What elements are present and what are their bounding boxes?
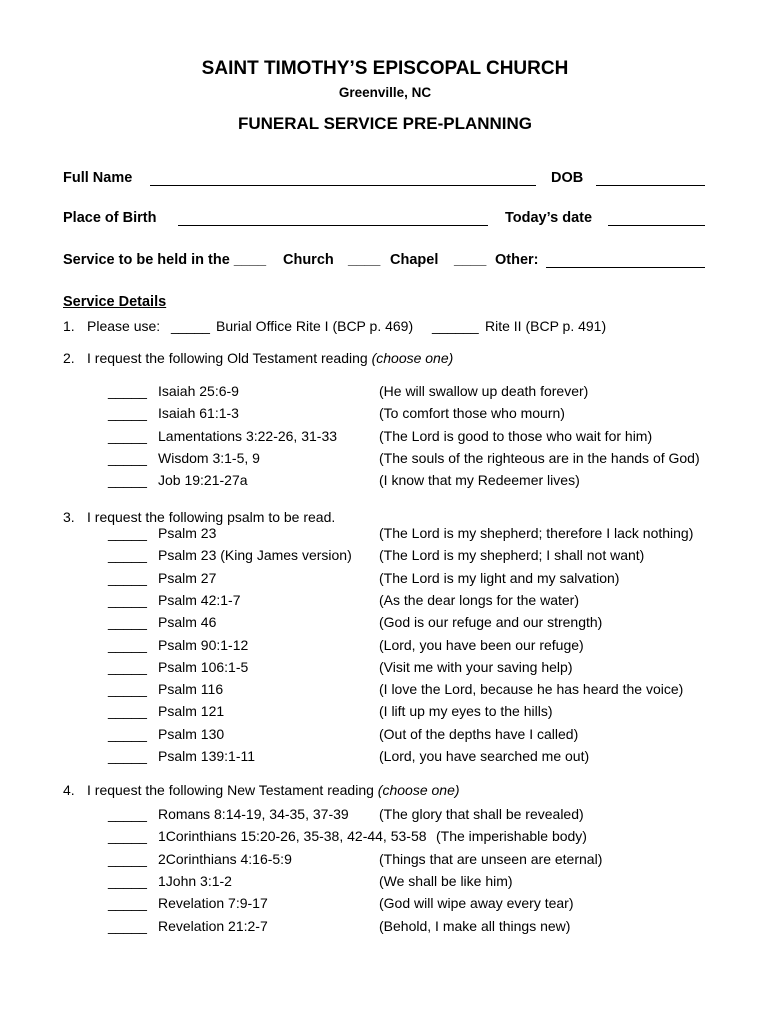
new-testament-reading-blank[interactable]: _____ <box>108 872 147 889</box>
new-testament-reading-reference: 1Corinthians 15:20-26, 35-38, 42-44, 53-58 <box>158 828 427 845</box>
psalm-reading-blank[interactable]: _____ <box>108 681 147 698</box>
old-testament-reading-blank[interactable]: _____ <box>108 405 147 422</box>
todays-date-label: Today’s date <box>505 210 593 226</box>
new-testament-reading-description: (The imperishable body) <box>436 828 587 845</box>
psalm-reading-row <box>0 659 770 679</box>
service-location-prefix: Service to be held in the ____ <box>63 252 267 268</box>
form-title: FUNERAL SERVICE PRE-PLANNING <box>237 114 533 133</box>
place-of-birth-field[interactable] <box>178 225 488 226</box>
psalm-reading-reference: Psalm 90:1-12 <box>158 636 249 653</box>
church-location: Greenville, NC <box>338 85 432 100</box>
new-testament-reading-blank[interactable]: _____ <box>108 895 147 912</box>
question-4-number: 4. <box>63 782 75 798</box>
new-testament-reading-reference: Romans 8:14-19, 34-35, 37-39 <box>158 806 349 822</box>
new-testament-reading-row <box>0 828 770 848</box>
new-testament-reading-row <box>0 918 770 938</box>
new-testament-reading-blank[interactable]: _____ <box>108 828 147 845</box>
old-testament-reading-row <box>0 383 770 403</box>
question-3-text: I request the following psalm to be read. <box>87 509 336 525</box>
full-name-field[interactable] <box>150 185 536 186</box>
rite-1-blank[interactable]: _____ <box>171 318 210 334</box>
dob-label: DOB <box>551 170 584 186</box>
old-testament-reading-blank[interactable]: _____ <box>108 383 147 399</box>
psalm-reading-description: (The Lord is my light and my salvation) <box>379 569 620 586</box>
question-2-hint: (choose one) <box>371 350 454 366</box>
psalm-reading-reference: Psalm 121 <box>158 703 225 720</box>
new-testament-reading-blank[interactable]: _____ <box>108 806 147 822</box>
old-testament-reading-row <box>0 450 770 470</box>
full-name-label: Full Name <box>63 170 133 186</box>
psalm-reading-row <box>0 614 770 634</box>
psalm-reading-reference: Psalm 23 (King James version) <box>158 547 352 564</box>
psalm-reading-blank[interactable]: _____ <box>108 658 147 675</box>
old-testament-reading-description: (The souls of the righteous are in the hands of God) <box>379 449 700 466</box>
question-4-hint: (choose one) <box>377 782 460 798</box>
psalm-reading-reference: Psalm 106:1-5 <box>158 658 249 675</box>
church-name: SAINT TIMOTHY’S EPISCOPAL CHURCH <box>201 58 569 79</box>
old-testament-reading-description: (The Lord is good to those who wait for him) <box>379 427 653 444</box>
psalm-reading-description: (The Lord is my shepherd; therefore I lack nothing) <box>379 525 694 541</box>
question-3-number: 3. <box>63 509 75 525</box>
place-of-birth-label: Place of Birth <box>63 210 157 226</box>
psalm-reading-description: (Lord, you have been our refuge) <box>379 636 584 653</box>
question-2-text: I request the following Old Testament reading (choose one) <box>87 350 454 366</box>
psalm-reading-reference: Psalm 27 <box>158 569 217 586</box>
new-testament-reading-description: (We shall be like him) <box>379 872 513 889</box>
psalm-reading-row <box>0 748 770 768</box>
old-testament-reading-blank[interactable]: _____ <box>108 449 147 466</box>
psalm-reading-blank[interactable]: _____ <box>108 636 147 653</box>
psalm-reading-description: (Visit me with your saving help) <box>379 658 573 675</box>
psalm-reading-row <box>0 525 770 545</box>
new-testament-reading-row <box>0 851 770 871</box>
psalm-reading-reference: Psalm 46 <box>158 614 217 631</box>
chapel-option-label: Chapel <box>390 252 439 268</box>
new-testament-reading-description: (Things that are unseen are eternal) <box>379 850 603 867</box>
psalm-reading-blank[interactable]: _____ <box>108 748 147 764</box>
psalm-reading-row <box>0 592 770 612</box>
old-testament-reading-description: (He will swallow up death forever) <box>379 383 589 399</box>
other-option-label: Other: <box>495 252 539 268</box>
psalm-reading-blank[interactable]: _____ <box>108 569 147 586</box>
question-4-text: I request the following New Testament reading (choose one) <box>87 782 460 798</box>
psalm-reading-reference: Psalm 42:1-7 <box>158 591 241 608</box>
old-testament-reading-row <box>0 405 770 425</box>
church-option-label: Church <box>283 252 334 268</box>
new-testament-reading-blank[interactable]: _____ <box>108 850 147 867</box>
other-option-blank[interactable]: ____ <box>454 252 487 268</box>
psalm-reading-blank[interactable]: _____ <box>108 614 147 631</box>
service-details-heading: Service Details <box>63 294 167 310</box>
question-1-number: 1. <box>63 318 75 334</box>
psalm-reading-description: (The Lord is my shepherd; I shall not want) <box>379 547 645 564</box>
old-testament-reading-reference: Job 19:21-27a <box>158 472 248 489</box>
new-testament-reading-blank[interactable]: _____ <box>108 917 147 934</box>
psalm-reading-row <box>0 570 770 590</box>
psalm-reading-blank[interactable]: _____ <box>108 547 147 564</box>
new-testament-reading-reference: Revelation 7:9-17 <box>158 895 268 912</box>
psalm-reading-row <box>0 703 770 723</box>
psalm-reading-row <box>0 726 770 746</box>
psalm-reading-blank[interactable]: _____ <box>108 725 147 742</box>
new-testament-reading-reference: 2Corinthians 4:16-5:9 <box>158 850 292 867</box>
old-testament-reading-description: (I know that my Redeemer lives) <box>379 472 580 489</box>
new-testament-reading-reference: 1John 3:1-2 <box>158 872 232 889</box>
question-1-text: Please use: <box>87 318 161 334</box>
chapel-option-blank[interactable]: ____ <box>348 252 381 268</box>
psalm-reading-description: (As the dear longs for the water) <box>379 591 579 608</box>
psalm-reading-reference: Psalm 130 <box>158 725 225 742</box>
old-testament-reading-reference: Wisdom 3:1-5, 9 <box>158 449 260 466</box>
psalm-reading-row <box>0 547 770 567</box>
old-testament-reading-row <box>0 472 770 492</box>
new-testament-reading-row <box>0 806 770 826</box>
new-testament-reading-row <box>0 895 770 915</box>
rite-1-label: Burial Office Rite I (BCP p. 469) <box>216 318 414 334</box>
new-testament-reading-description: (God will wipe away every tear) <box>379 895 574 912</box>
rite-2-label: Rite II (BCP p. 491) <box>485 318 607 334</box>
old-testament-reading-reference: Lamentations 3:22-26, 31-33 <box>158 427 338 444</box>
other-location-field[interactable] <box>546 267 705 268</box>
psalm-reading-blank[interactable]: _____ <box>108 703 147 720</box>
psalm-reading-description: (God is our refuge and our strength) <box>379 614 603 631</box>
question-2-number: 2. <box>63 350 75 366</box>
psalm-reading-row <box>0 681 770 701</box>
psalm-reading-blank[interactable]: _____ <box>108 591 147 608</box>
old-testament-reading-reference: Isaiah 25:6-9 <box>158 383 239 399</box>
psalm-reading-row <box>0 637 770 657</box>
new-testament-reading-description: (Behold, I make all things new) <box>379 917 571 934</box>
todays-date-field[interactable] <box>608 225 705 226</box>
old-testament-reading-blank[interactable]: _____ <box>108 427 147 444</box>
old-testament-reading-blank[interactable]: _____ <box>108 472 147 489</box>
dob-field[interactable] <box>596 185 705 186</box>
psalm-reading-blank[interactable]: _____ <box>108 525 147 541</box>
psalm-reading-description: (I love the Lord, because he has heard the voice) <box>379 681 684 698</box>
psalm-reading-reference: Psalm 139:1-11 <box>158 748 256 764</box>
psalm-reading-description: (I lift up my eyes to the hills) <box>379 703 553 720</box>
old-testament-reading-reference: Isaiah 61:1-3 <box>158 405 239 422</box>
old-testament-reading-description: (To comfort those who mourn) <box>379 405 565 422</box>
psalm-reading-reference: Psalm 23 <box>158 525 217 541</box>
old-testament-reading-row <box>0 428 770 448</box>
new-testament-reading-row <box>0 873 770 893</box>
new-testament-reading-description: (The glory that shall be revealed) <box>379 806 584 822</box>
psalm-reading-reference: Psalm 116 <box>158 681 224 698</box>
psalm-reading-description: (Out of the depths have I called) <box>379 725 579 742</box>
psalm-reading-description: (Lord, you have searched me out) <box>379 748 590 764</box>
rite-2-blank[interactable]: ______ <box>432 318 479 334</box>
new-testament-reading-reference: Revelation 21:2-7 <box>158 917 268 934</box>
